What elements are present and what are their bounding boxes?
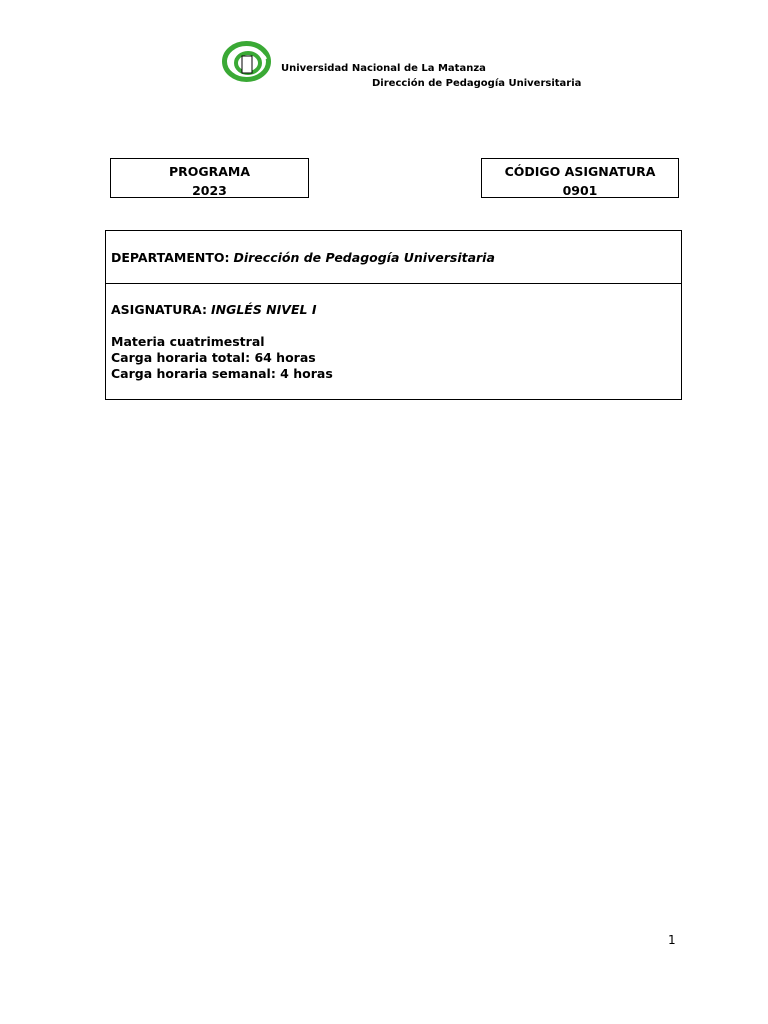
university-logo-icon — [222, 41, 271, 82]
departamento-value: Dirección de Pedagogía Universitaria — [233, 250, 495, 265]
programa-label: PROGRAMA — [168, 164, 251, 179]
page-number: 1 — [668, 933, 676, 947]
course-info-table — [105, 230, 682, 400]
asignatura-value: INGLÉS NIVEL I — [210, 302, 317, 317]
university-name: Universidad Nacional de La Matanza — [281, 63, 486, 74]
programa-year: 2023 — [192, 183, 227, 198]
asignatura-line — [111, 302, 316, 317]
department-name: Dirección de Pedagogía Universitaria — [372, 78, 582, 89]
departamento-label: DEPARTAMENTO: — [111, 250, 230, 265]
detail-modalidad: Materia cuatrimestral — [111, 334, 265, 349]
codigo-label: CÓDIGO ASIGNATURA — [504, 164, 656, 179]
asignatura-label: ASIGNATURA: — [111, 302, 207, 317]
codigo-asignatura-box — [481, 158, 679, 198]
programa-box — [110, 158, 309, 198]
codigo-value: 0901 — [562, 183, 598, 198]
detail-carga-semanal: Carga horaria semanal: 4 horas — [111, 366, 333, 381]
detail-carga-total: Carga horaria total: 64 horas — [111, 350, 316, 365]
departamento-line — [111, 250, 495, 265]
departamento-row — [106, 231, 681, 284]
